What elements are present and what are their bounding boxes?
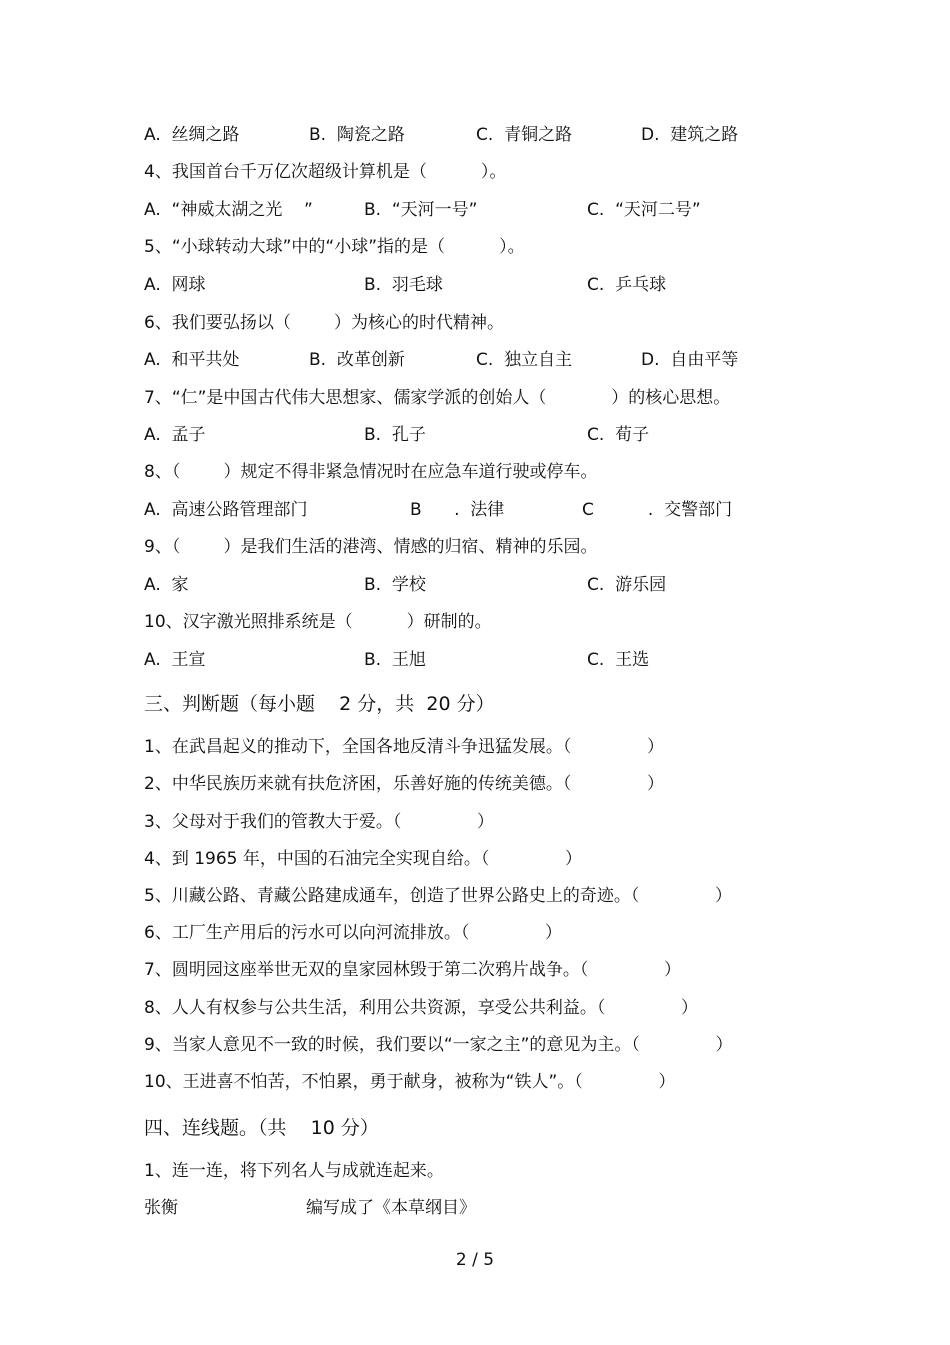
page-number: 2 / 5	[455, 1250, 495, 1270]
judge-item-6: 6、工厂生产用后的污水可以向河流排放。（ ）	[144, 923, 562, 943]
judge-item-3: 3、父母对于我们的管教大于爱。（ ）	[144, 812, 494, 832]
judge-item-5: 5、川藏公路、青藏公路建成通车，创造了世界公路史上的奇迹。（ ）	[144, 886, 732, 906]
q8-option-a: A. 高速公路管理部门	[144, 500, 308, 520]
match-left-zhangheng: 张衡	[144, 1198, 178, 1218]
q9-option-c: C. 游乐园	[587, 575, 667, 595]
q7-option-a: A. 孟子	[144, 425, 206, 445]
q9-option-a: A. 家	[144, 575, 189, 595]
q8-option-c: C . 交警部门	[582, 500, 733, 520]
q6-option-c: C. 独立自主	[476, 350, 573, 370]
q3-option-b: B. 陶瓷之路	[309, 125, 405, 145]
q9-question: 9、（ ）是我们生活的港湾、情感的归宿、精神的乐园。	[144, 537, 598, 557]
match-item-1: 1、连一连，将下列名人与成就连起来。	[144, 1161, 444, 1181]
judge-item-1: 1、在武昌起义的推动下，全国各地反清斗争迅猛发展。（ ）	[144, 737, 664, 757]
q5-option-c: C. 乒乓球	[587, 275, 667, 295]
q7-option-c: C. 荀子	[587, 425, 650, 445]
q7-option-b: B. 孔子	[364, 425, 426, 445]
q7-question: 7、“仁”是中国古代伟大思想家、儒家学派的创始人（ ）的核心思想。	[144, 388, 731, 408]
q10-option-a: A. 王宣	[144, 650, 206, 670]
q5-option-b: B. 羽毛球	[364, 275, 443, 295]
judge-item-9: 9、当家人意见不一致的时候，我们要以“一家之主”的意见为主。（ ）	[144, 1035, 733, 1055]
q4-option-a: A. “神威太湖之光 ”	[144, 200, 313, 220]
judge-item-2: 2、中华民族历来就有扶危济困，乐善好施的传统美德。（ ）	[144, 774, 664, 794]
q8-option-b: B . 法律	[410, 500, 505, 520]
q6-option-b: B. 改革创新	[309, 350, 405, 370]
section3-title: 三、判断题（每小题 2 分，共 20 分）	[144, 693, 495, 715]
judge-item-7: 7、圆明园这座举世无双的皇家园林毁于第二次鸦片战争。（ ）	[144, 960, 681, 980]
match-right-bencao: 编写成了《本草纲目》	[306, 1198, 476, 1218]
q10-option-c: C. 王选	[587, 650, 650, 670]
judge-item-10: 10、王进喜不怕苦，不怕累，勇于献身，被称为“铁人”。（ ）	[144, 1072, 676, 1092]
q3-option-d: D. 建筑之路	[641, 125, 739, 145]
q10-question: 10、汉字激光照排系统是（ ）研制的。	[144, 612, 492, 632]
q10-option-b: B. 王旭	[364, 650, 426, 670]
q3-option-a: A. 丝绸之路	[144, 125, 240, 145]
q8-question: 8、（ ）规定不得非紧急情况时在应急车道行驶或停车。	[144, 462, 598, 482]
judge-item-8: 8、人人有权参与公共生活，利用公共资源，享受公共利益。（ ）	[144, 998, 698, 1018]
q6-option-a: A. 和平共处	[144, 350, 240, 370]
q6-question: 6、我们要弘扬以（ ）为核心的时代精神。	[144, 313, 505, 333]
q4-question: 4、我国首台千万亿次超级计算机是（ ）。	[144, 162, 507, 182]
q4-option-c: C. “天河二号”	[587, 200, 701, 220]
section4-title: 四、连线题。（共 10 分）	[144, 1117, 379, 1139]
q6-option-d: D. 自由平等	[641, 350, 739, 370]
q3-option-c: C. 青铜之路	[476, 125, 573, 145]
q9-option-b: B. 学校	[364, 575, 426, 595]
judge-item-4: 4、到 1965 年，中国的石油完全实现自给。（ ）	[144, 849, 583, 869]
q5-option-a: A. 网球	[144, 275, 206, 295]
q5-question: 5、“小球转动大球”中的“小球”指的是（ ）。	[144, 237, 525, 257]
q4-option-b: B. “天河一号”	[364, 200, 478, 220]
